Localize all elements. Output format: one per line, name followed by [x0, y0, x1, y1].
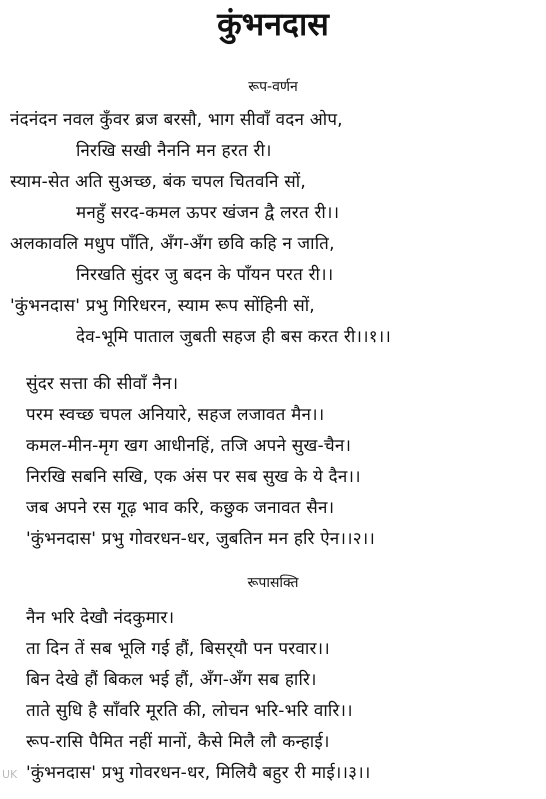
poem-line: 'कुंभनदास' प्रभु गोवरधन-धर, मिलियै बहुर री माई।।३।। — [26, 763, 371, 783]
poem-line: परम स्वच्छ चपल अनियारे, सहज लजावत मैन।। — [26, 405, 325, 425]
page-title: कुंभनदास — [217, 5, 329, 43]
poem-line: नंदनंदन नवल कुँवर ब्रज बरसौ, भाग सीवाँ वदन ओप, — [10, 110, 343, 130]
poem-line: रूप-रासि पैमित नहीं मानों, कैसे मिलै लौ कन्हाई। — [26, 732, 330, 752]
poem-line: 'कुंभनदास' प्रभु गोवरधन-धर, जुबतिन मन हरि ऐन।।२।। — [26, 529, 376, 549]
poem-line: निरखति सुंदर जु बदन के पाँयन परत री।। — [76, 265, 334, 285]
poem-line: ता दिन तें सब भूलि गई हौं, बिसर्‌यौ पन परवार।। — [26, 639, 330, 659]
poem-line: बिन देखे हौं बिकल भई हौं, अँग-अँग सब हारि। — [26, 670, 317, 690]
poem-line: कमल-मीन-मृग खग आधीनहिं, तजि अपने सुख-चैन। — [26, 436, 352, 456]
poem-line: निरखि सखी नैननि मन हरत री। — [76, 141, 272, 161]
section-heading-roopasakti: रूपासक्ति — [247, 575, 299, 591]
poem-line: नैन भरि देखौ नंदकुमार। — [26, 608, 175, 628]
poem-line: अलकावलि मधुप पाँति, अँग-अँग छवि कहि न जाति, — [10, 234, 335, 254]
poem-line: स्याम-सेत अति सुअच्छ, बंक चपल चितवनि सों, — [10, 172, 306, 192]
poem-line: जब अपने रस गूढ़ भाव करि, कछुक जनावत सैन। — [26, 498, 335, 518]
poem-line: सुंदर सत्ता की सीवाँ नैन। — [26, 374, 179, 394]
section-heading-roop-varnan: रूप-वर्णन — [248, 79, 298, 95]
poem-line: ताते सुधि है साँवरि मूरति की, लोचन भरि-भरि वारि।। — [26, 701, 353, 721]
margin-mark: UK — [2, 768, 18, 781]
poem-line: देव-भूमि पाताल जुबती सहज ही बस करत री।।१।। — [76, 327, 392, 347]
poem-line: मनहुँ सरद-कमल ऊपर खंजन द्वै लरत री।। — [76, 203, 340, 223]
poem-line: 'कुंभनदास' प्रभु गिरिधरन, स्याम रूप सोंहिनी सों, — [10, 296, 315, 316]
poem-line: निरखि सबनि सखि, एक अंस पर सब सुख के ये दैन।। — [26, 467, 361, 487]
